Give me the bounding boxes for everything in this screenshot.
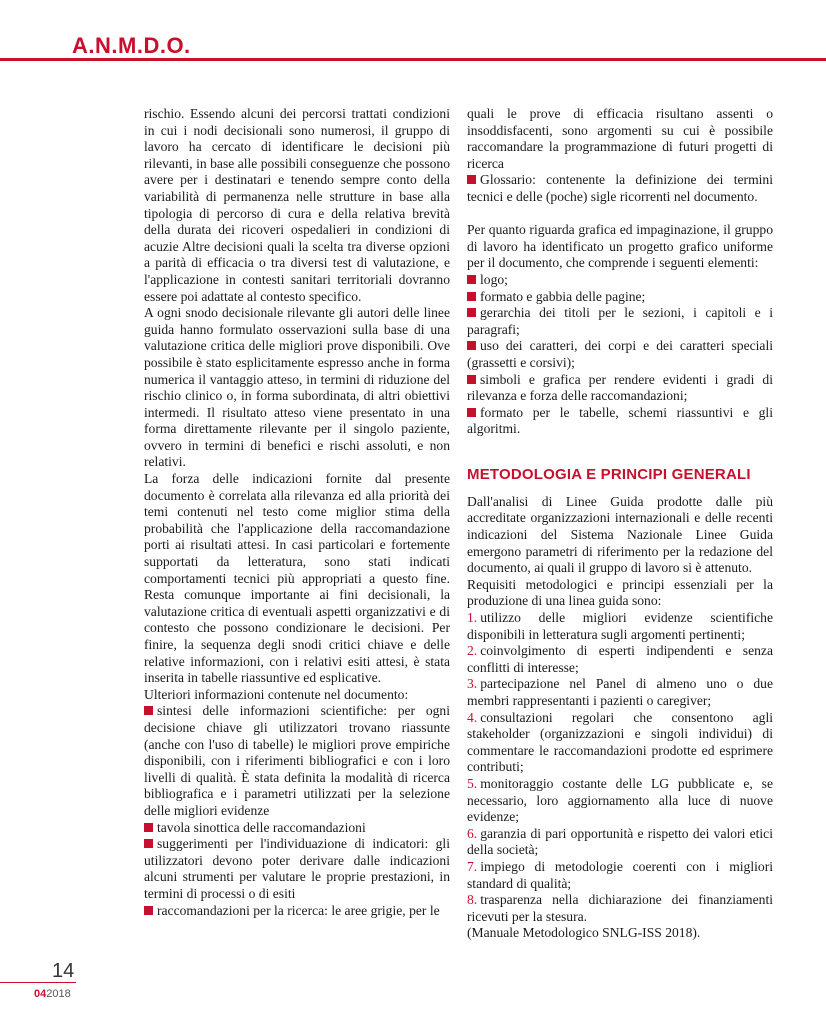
left-text-column bbox=[144, 106, 450, 919]
body-paragraph: Ulteriori informazioni contenute nel documento: bbox=[144, 686, 409, 702]
brand-logo-text: A.N.M.D.O. bbox=[72, 33, 191, 58]
square-bullet-icon bbox=[467, 375, 476, 384]
body-paragraph: Requisiti metodologici e principi essenziali per la produzione di una linea guida sono: bbox=[467, 576, 773, 609]
numbered-item: 1. utilizzo delle migliori evidenze scientifiche disponibili in letteratura sugli argomenti pertinenti; bbox=[467, 610, 773, 642]
bullet-item: gerarchia dei titoli per le sezioni, i capitoli e i paragrafi; bbox=[467, 305, 773, 337]
bullet-item: formato e gabbia delle pagine; bbox=[467, 289, 773, 306]
bullet-item: suggerimenti per l'individuazione di indicatori: gli utilizzatori devono poter derivare dalle indicazioni alcuni strumenti per valutare le proprie prestazioni, in termini di processi o di esiti bbox=[144, 836, 450, 901]
square-bullet-icon bbox=[467, 408, 476, 417]
square-bullet-icon bbox=[144, 823, 153, 832]
square-bullet-icon bbox=[144, 906, 153, 915]
bullet-item: uso dei caratteri, dei corpi e dei caratteri speciali (grassetti e corsivi); bbox=[467, 338, 773, 370]
right-text-column bbox=[467, 106, 773, 942]
bullet-item: raccomandazioni per la ricerca: le aree grigie, per le bbox=[144, 903, 450, 920]
bullet-item: logo; bbox=[467, 272, 773, 289]
square-bullet-icon bbox=[467, 341, 476, 350]
section-heading: METODOLOGIA E PRINCIPI GENERALI bbox=[467, 465, 751, 483]
source-citation: (Manuale Metodologico SNLG-ISS 2018). bbox=[467, 925, 701, 941]
body-paragraph: A ogni snodo decisionale rilevante gli autori delle linee guida hanno formulato osservazioni sulla base di una valutazione critica delle migliori prove disponibili. Ove possibile è stato esplicitamente espresso anche in forma numerica il vantaggio atteso, in termini di riduzione del rischio clinico o, in forma subordinata, di altri obiettivi intermedi. Il risultato atteso viene presentato in una forma direttamente rilevante per il singolo paziente, ovvero in termini di benefici e rischi assoluti, e non relativi. bbox=[144, 305, 450, 470]
bullet-item: tavola sinottica delle raccomandazioni bbox=[144, 820, 450, 837]
square-bullet-icon bbox=[144, 706, 153, 715]
numbered-item: 4. consultazioni regolari che consentono agli stakeholder (organizzazioni e singoli individui) di commentare le raccomandazioni prodotte ed esprimere contributi; bbox=[467, 709, 773, 775]
issue-number: 04 bbox=[34, 988, 47, 1000]
numbered-item: 3. partecipazione nel Panel di almeno uno o due membri rappresentanti i pazienti o caregiver; bbox=[467, 676, 773, 708]
numbered-item: 5. monitoraggio costante delle LG pubblicate e, se necessario, loro aggiornamento alla luce di nuove evidenze; bbox=[467, 775, 773, 825]
header-divider bbox=[0, 58, 826, 61]
bullet-item: simboli e grafica per rendere evidenti i gradi di rilevanza e forza delle raccomandazioni; bbox=[467, 371, 773, 404]
numbered-item: 2. coinvolgimento di esperti indipendenti e senza conflitti di interesse; bbox=[467, 643, 773, 675]
square-bullet-icon bbox=[467, 175, 476, 184]
numbered-item: 8. trasparenza nella dichiarazione dei finanziamenti ricevuti per la stesura. bbox=[467, 892, 773, 924]
numbered-item: 6. garanzia di pari opportunità e rispetto dei valori etici della società; bbox=[467, 825, 773, 858]
body-paragraph: La forza delle indicazioni fornite dal presente documento è correlata alla rilevanza ed alla priorità dei temi contenuti nel testo come miglior stima della probabilità che l'applicazione della raccomandazione porti ai risultati attesi. In casi particolari e fortemente supportati da letteratura, sono stati indicati comportamenti tecnici più appropriati a questo fine. Resta comunque importante ai fini decisionali, la valutazione critica di eventuali aspetti organizzativi e di contesto che possono condizionare le decisioni. Per finire, la sequenza degli snodi critici chiave e delle relative informazioni, con i relativi esiti attesi, è stata inserita in tabelle riassuntive ed esplicative. bbox=[144, 471, 450, 686]
bullet-item: sintesi delle informazioni scientifiche: per ogni decisione chiave gli utilizzatori trovano riassunte (anche con l'uso di tabelle) le migliori prove empiriche disponibili, con i riferimenti bibliografici e con i loro livelli di qualità. È stata definita la modalità di ricerca bibliografica e i parametri utilizzati per la selezione delle migliori evidenze bbox=[144, 703, 450, 818]
body-paragraph: quali le prove di efficacia risultano assenti o insoddisfacenti, sono argomenti su cui è possibile raccomandare la programmazione di futuri progetti di ricerca bbox=[467, 106, 773, 171]
numbered-item: 7. impiego di metodologie coerenti con i migliori standard di qualità; bbox=[467, 858, 773, 891]
square-bullet-icon bbox=[144, 839, 153, 848]
square-bullet-icon bbox=[467, 275, 476, 284]
body-paragraph: Per quanto riguarda grafica ed impaginazione, il gruppo di lavoro ha identificato un progetto grafico uniforme per il documento, che comprende i seguenti elementi: bbox=[467, 222, 773, 271]
body-paragraph: Dall'analisi di Linee Guida prodotte dalle più accreditate organizzazioni internazionali e delle recenti indicazioni del Sistema Nazionale Linee Guida emergono parametri di riferimento per la redazione del documento, ai quali il gruppo di lavoro si è attenuto. bbox=[467, 493, 773, 576]
issue-label bbox=[34, 988, 71, 1000]
bullet-item: formato per le tabelle, schemi riassuntivi e gli algoritmi. bbox=[467, 404, 773, 437]
issue-year: 2018 bbox=[46, 988, 71, 1000]
bullet-item: Glossario: contenente la definizione dei termini tecnici e delle (poche) sigle ricorrenti nel documento. bbox=[467, 172, 773, 204]
square-bullet-icon bbox=[467, 292, 476, 301]
body-paragraph: rischio. Essendo alcuni dei percorsi trattati condizioni in cui i nodi decisionali sono numerosi, il gruppo di lavoro ha cercato di identificare le decisioni più rilevanti, in base alle possibili conseguenze che possono avere per i destinatari e tenendo sempre conto della variabilità di permanenza nelle strutture in base alla tipologia di percorso di cura e della relativa brevità della durata dei ricoveri ospedalieri in condizioni di acuzie Altre decisioni quali la scelta tra diverse opzioni a parità di efficacia o tra diversi test di valutazione, e l'applicazione in contesti sanitari territoriali dovranno essere poi adattate al contesto specifico. bbox=[144, 106, 450, 304]
footer-divider bbox=[0, 982, 76, 983]
square-bullet-icon bbox=[467, 308, 476, 317]
page-number: 14 bbox=[52, 960, 75, 982]
